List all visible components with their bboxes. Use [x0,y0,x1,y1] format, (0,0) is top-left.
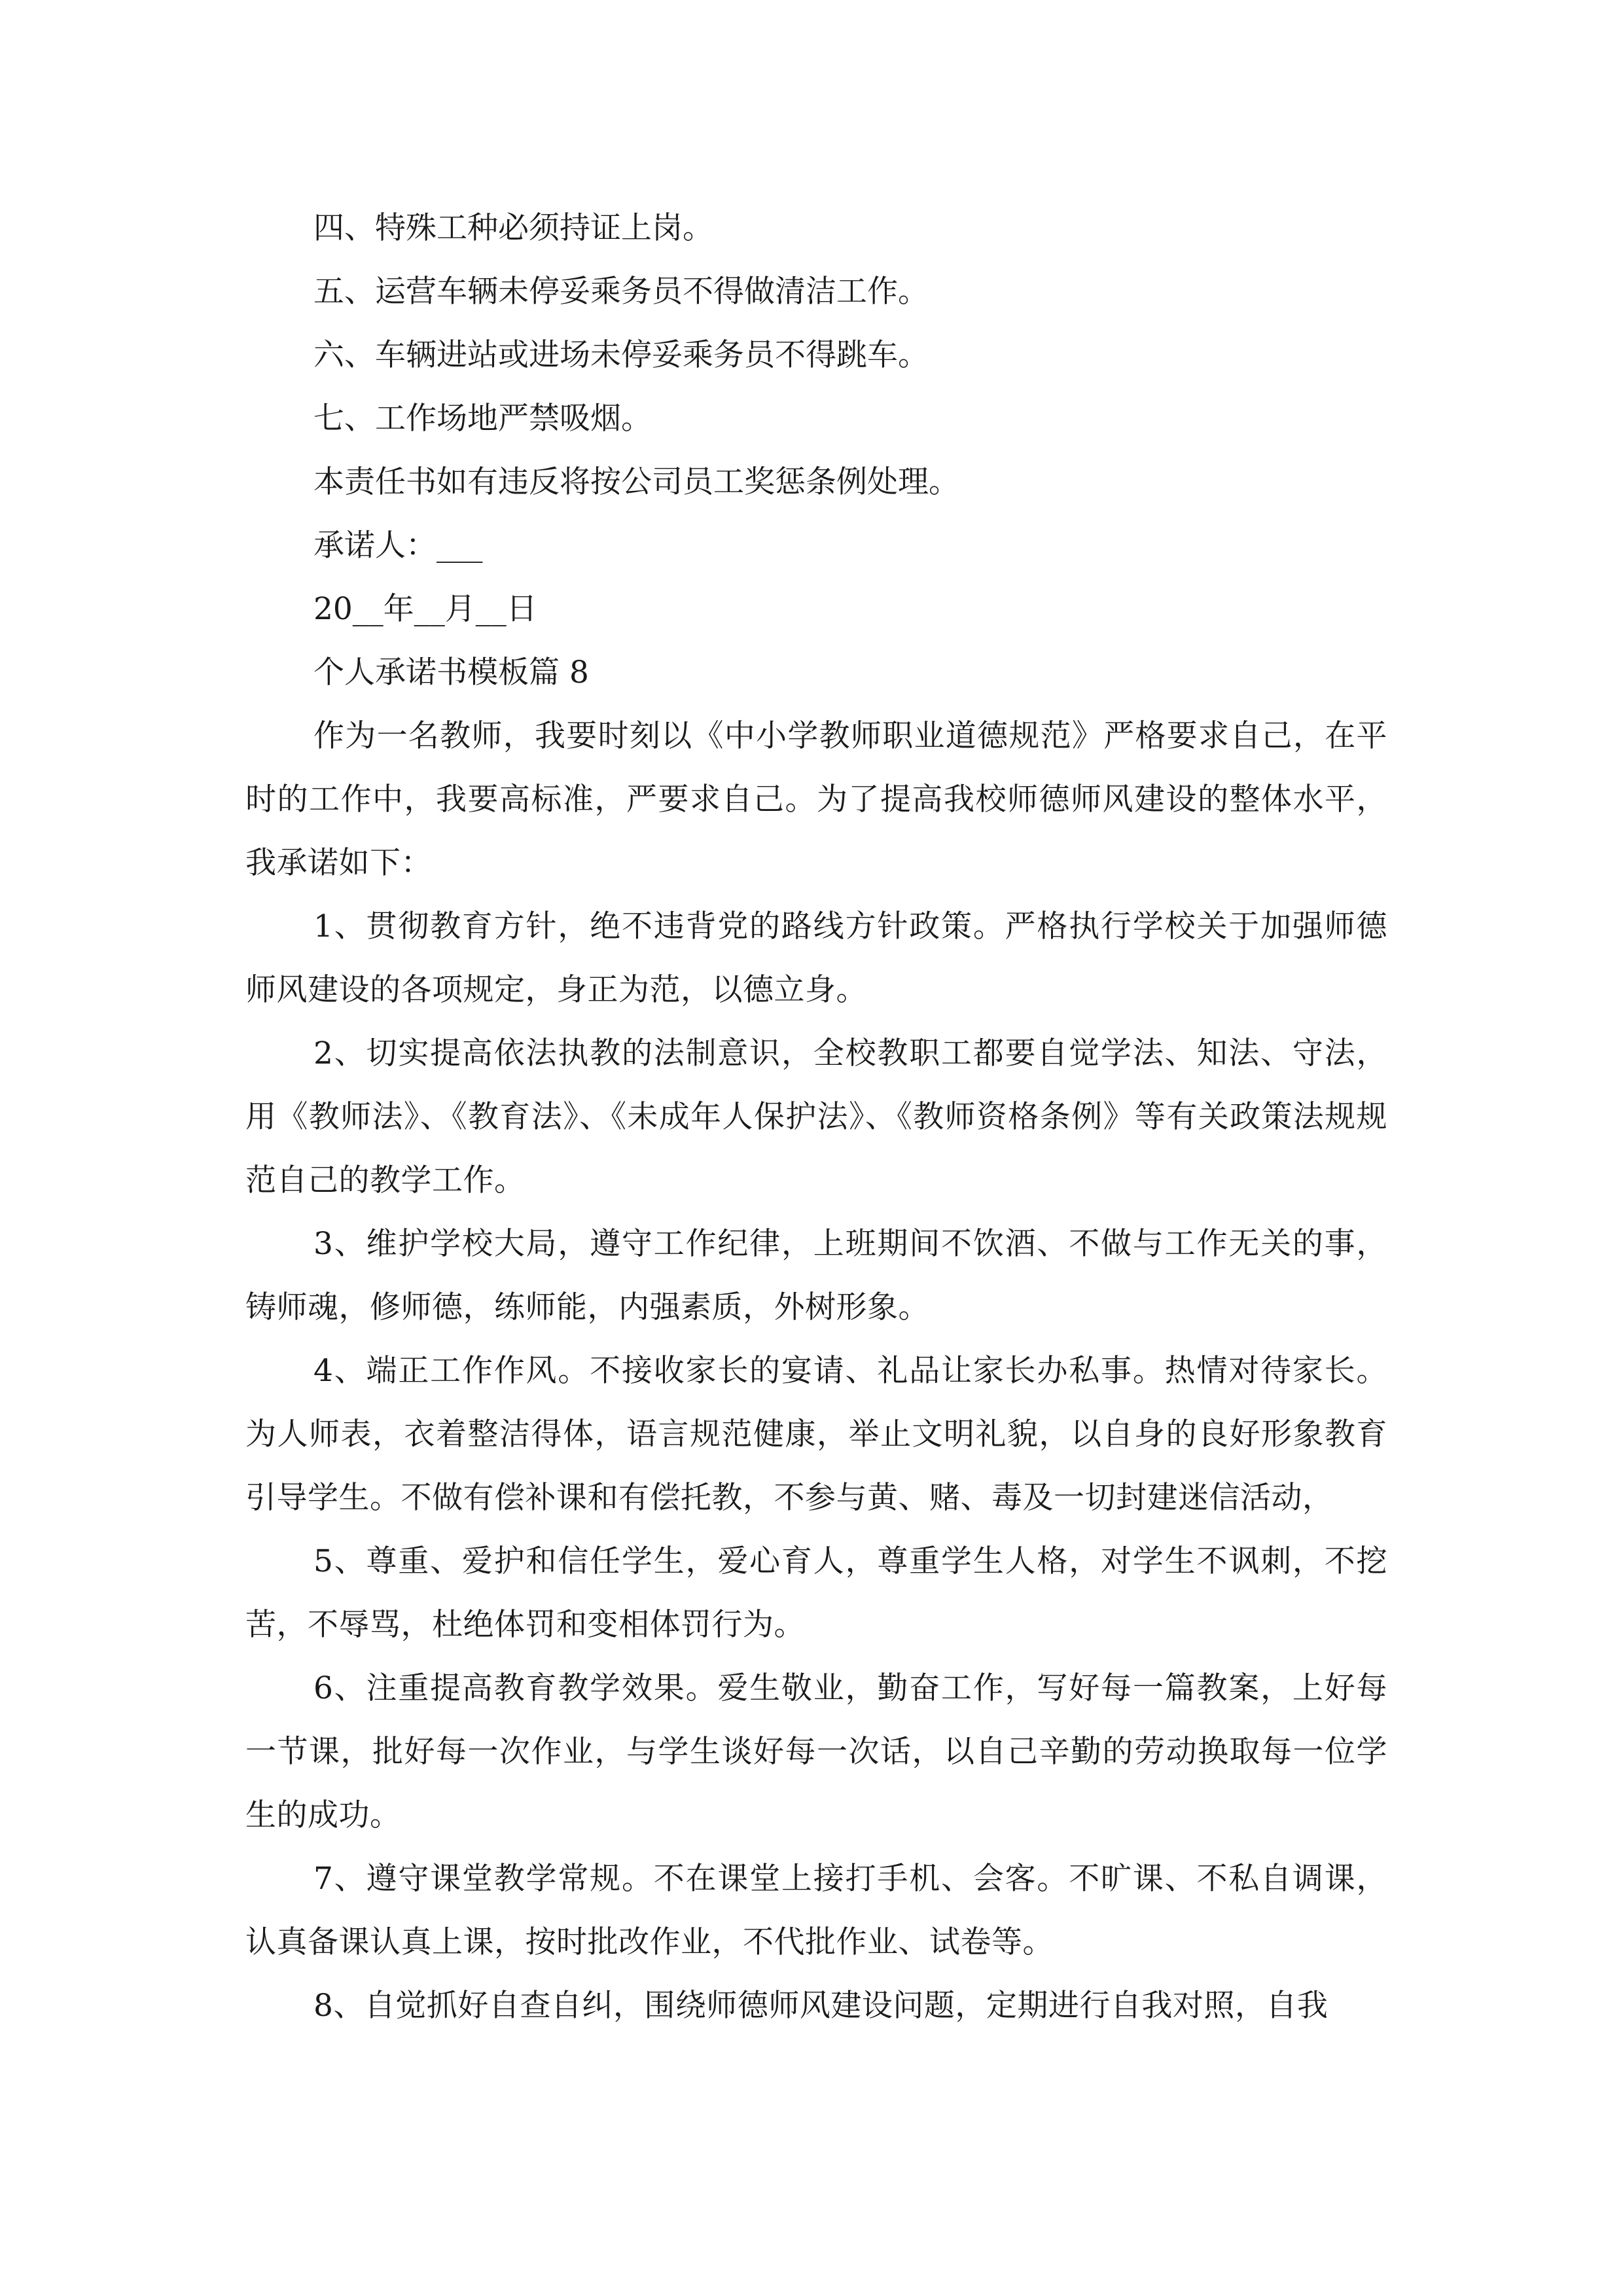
pledge-item-7: 7、遵守课堂教学常规。不在课堂上接打手机、会客。不旷课、不私自调课，认真备课认真上课，按时批改作业，不代批作业、试卷等。 [245,1861,1387,1960]
clause-4: 四、特殊工种必须持证上岗。 [313,210,713,246]
pledge-item-4: 4、端正工作作风。不接收家长的宴请、礼品让家长办私事。热情对待家长。为人师表，衣着整洁得体，语言规范健康，举止文明礼貌，以自身的良好形象教育引导学生。不做有偿补课和有偿托教，不参与黄、赌、毒及一切封建迷信活动， [245,1353,1387,1516]
intro-paragraph: 作为一名教师，我要时刻以《中小学教师职业道德规范》严格要求自己，在平时的工作中，我要高标准，严要求自己。为了提高我校师德师风建设的整体水平，我承诺如下： [245,718,1387,881]
signatory-line: 承诺人：___ [313,528,483,564]
pledge-item-5: 5、尊重、爱护和信任学生，爱心育人，尊重学生人格，对学生不讽刺，不挖苦，不辱骂，杜绝体罚和变相体罚行为。 [245,1543,1387,1643]
document-body [245,196,1387,2037]
pledge-item-3: 3、维护学校大局，遵守工作纪律，上班期间不饮酒、不做与工作无关的事，铸师魂，修师德，练师能，内强素质，外树形象。 [245,1226,1387,1325]
date-line: 20__年__月__日 [313,591,537,627]
section-title: 个人承诺书模板篇 8 [313,655,589,691]
pledge-item-2: 2、切实提高依法执教的法制意识，全校教职工都要自觉学法、知法、守法，用《教师法》、《教育法》、《未成年人保护法》、《教师资格条例》等有关政策法规规范自己的教学工作。 [245,1035,1387,1198]
violation-note: 本责任书如有违反将按公司员工奖惩条例处理。 [313,464,959,500]
pledge-item-6: 6、注重提高教育教学效果。爱生敬业，勤奋工作，写好每一篇教案，上好每一节课，批好每一次作业，与学生谈好每一次话，以自己辛勤的劳动换取每一位学生的成功。 [245,1670,1387,1833]
clause-7: 七、工作场地严禁吸烟。 [313,401,652,437]
clause-5: 五、运营车辆未停妥乘务员不得做清洁工作。 [313,274,929,310]
clause-6: 六、车辆进站或进场未停妥乘务员不得跳车。 [313,337,929,373]
pledge-item-1: 1、贯彻教育方针，绝不违背党的路线方针政策。严格执行学校关于加强师德师风建设的各项规定，身正为范，以德立身。 [245,908,1387,1008]
pledge-item-8: 8、自觉抓好自查自纠，围绕师德师风建设问题，定期进行自我对照，自我 [313,1988,1329,2024]
